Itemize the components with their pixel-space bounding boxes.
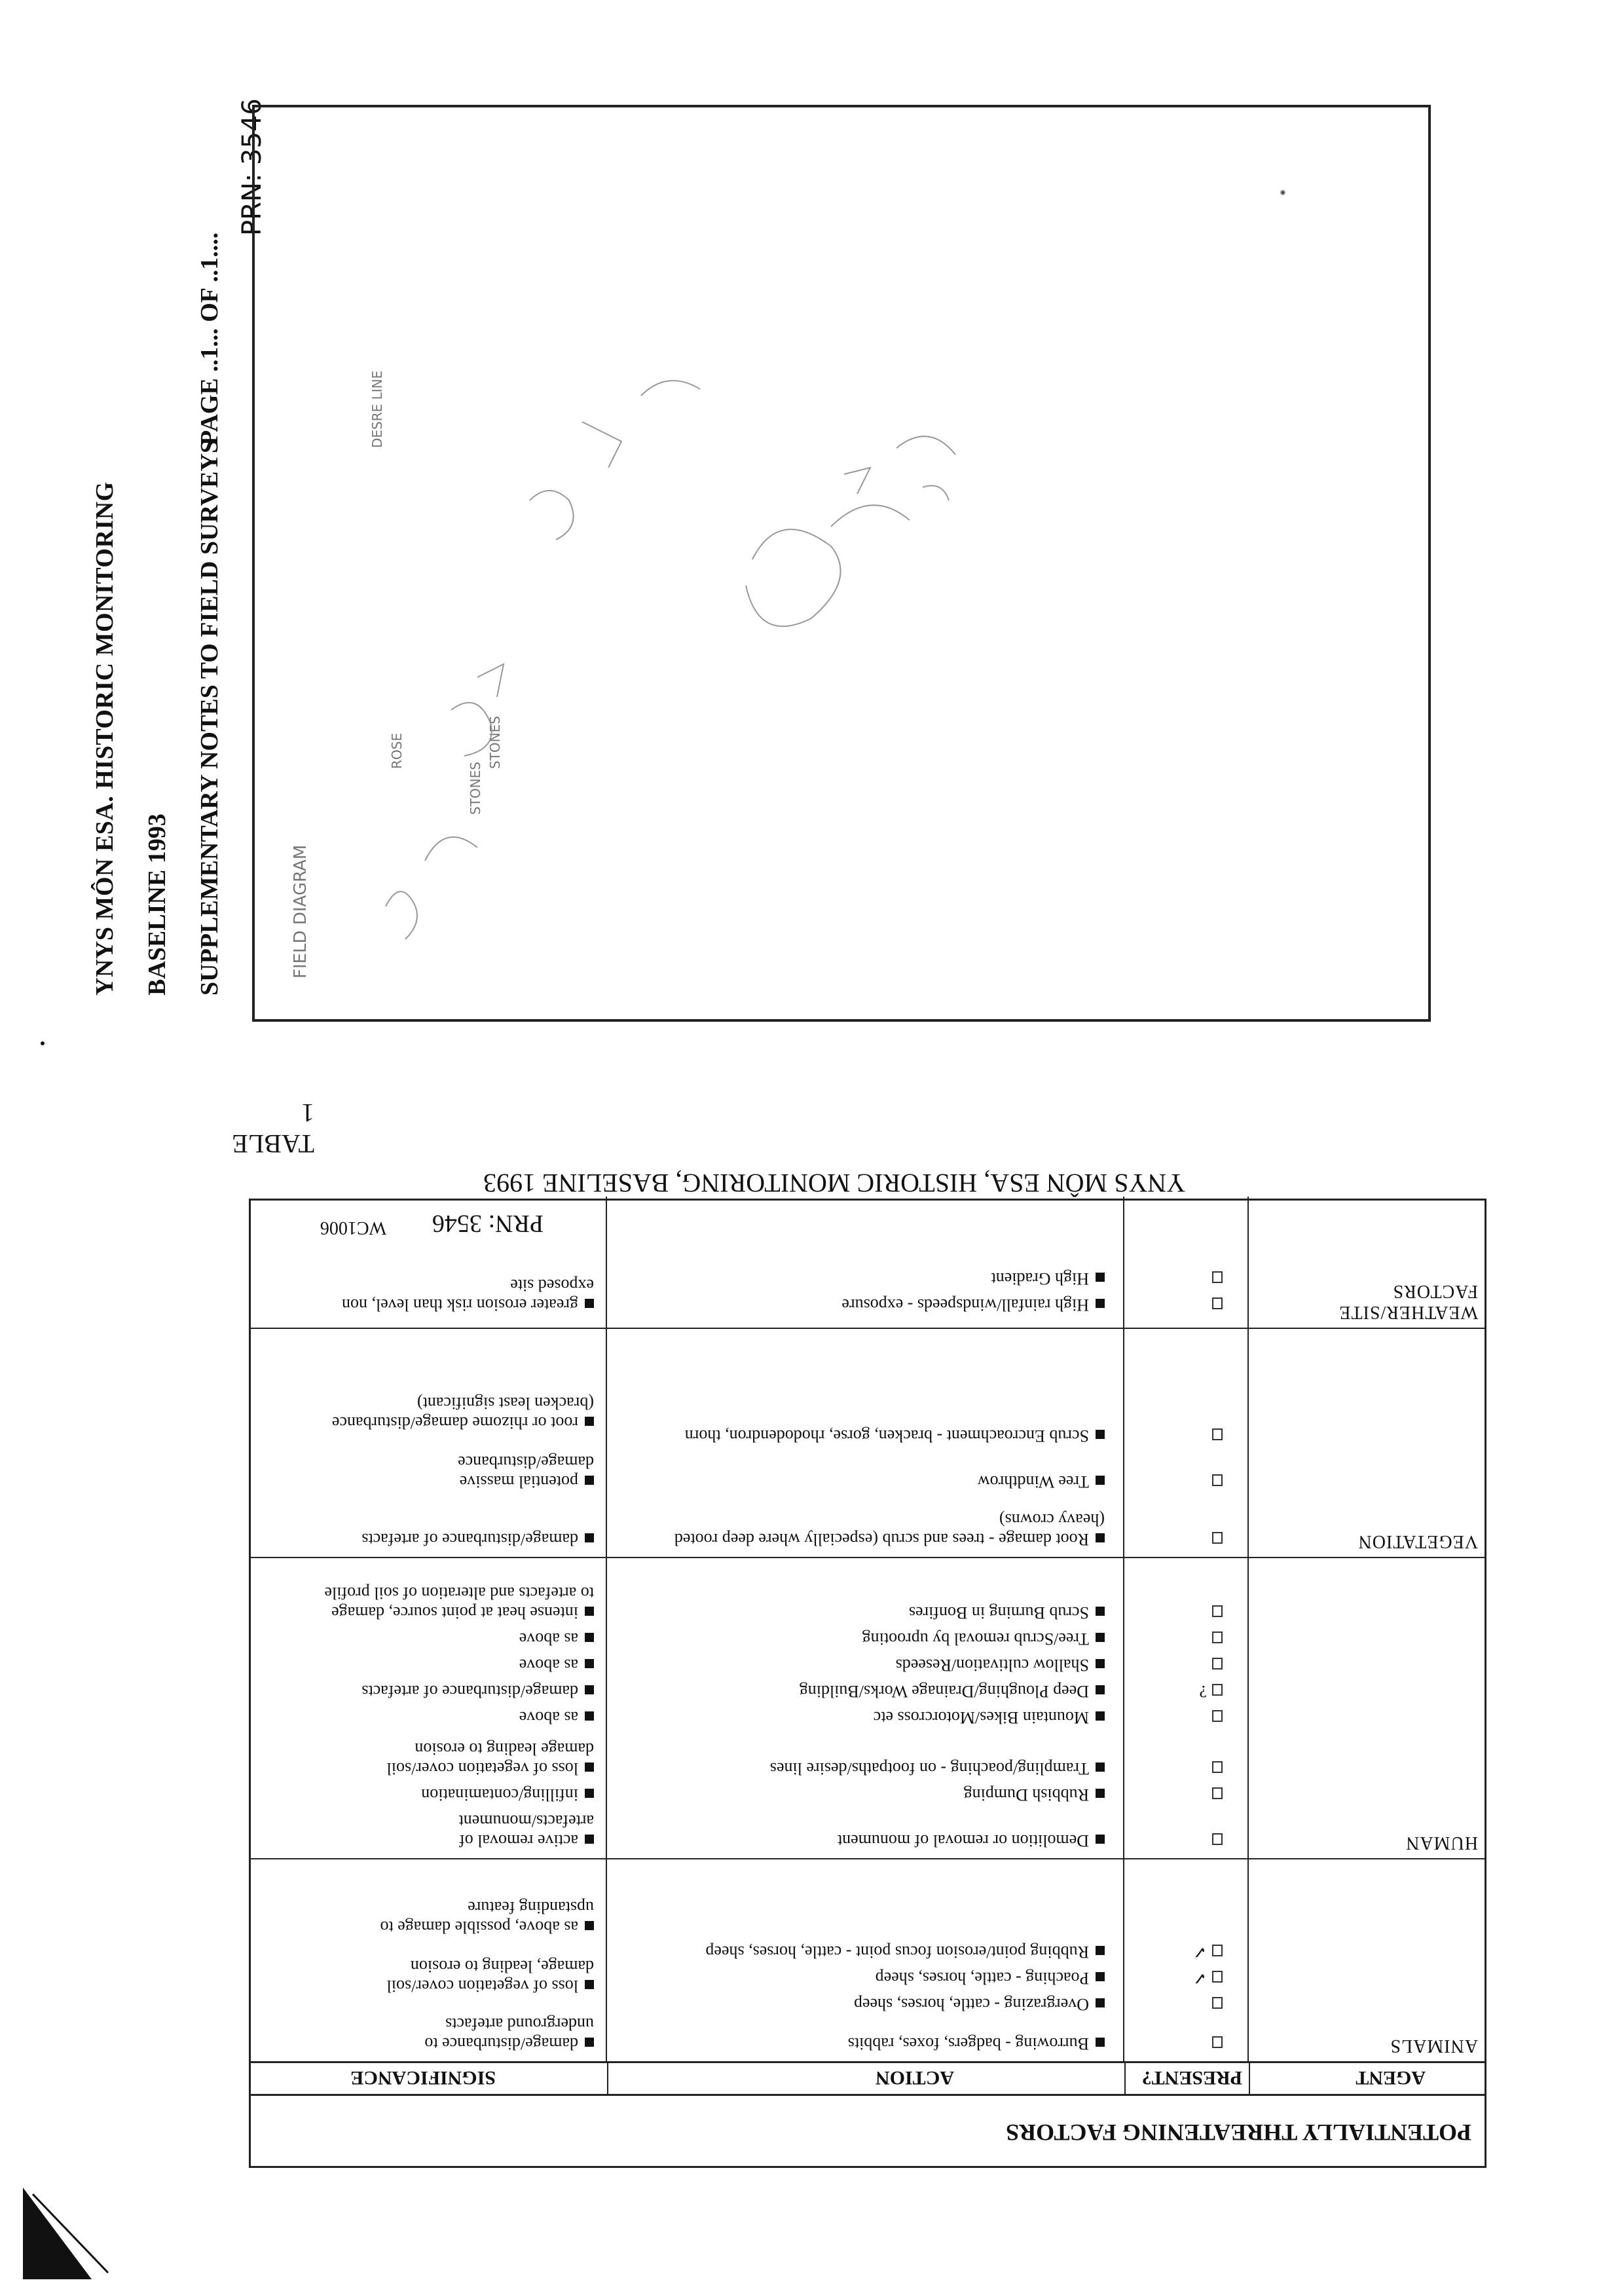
- significance-item: root or rhizome damage/disturbance (bracken least significant): [331, 1394, 594, 1432]
- col-header-action: ACTION: [607, 2063, 1124, 2094]
- group-vegetation: [251, 1328, 1485, 1557]
- staple-mark: [20, 2181, 111, 2286]
- threat-table-section: [216, 1098, 1478, 2220]
- sketch-label-field-diagram: FIELD DIAGRAM: [291, 844, 310, 979]
- checkbox[interactable]: [1207, 1655, 1223, 1675]
- speck: [41, 1041, 45, 1045]
- checkbox[interactable]: [1207, 1529, 1223, 1549]
- action-item: Mountain Bikes/Motorcross etc: [874, 1707, 1105, 1727]
- significance-item: as above, possible damage to upstanding feature: [380, 1898, 594, 1937]
- table-heading: YNYS MÔN ESA, HISTORIC MONITORING, BASELINE 1993: [483, 1168, 1185, 1198]
- group-animals: [251, 1858, 1485, 2061]
- supplementary-baseline: BASELINE 1993: [143, 813, 171, 996]
- footer-code: WC1006: [320, 1218, 386, 1238]
- action-item: Shallow cultivation/Reseeds: [896, 1655, 1105, 1675]
- checkbox[interactable]: [1207, 1707, 1223, 1727]
- checkbox[interactable]: [1207, 1785, 1223, 1804]
- agent-label: WEATHER/SITE FACTORS: [1338, 1281, 1478, 1322]
- action-item: Overgrazing - cattle, horses, sheep: [854, 1994, 1105, 2014]
- sketch-label-desire-line: DESRE LINE: [369, 370, 385, 448]
- significance-item: as above: [519, 1629, 594, 1649]
- group-human: [251, 1557, 1485, 1858]
- action-item: Poaching - cattle, horses, sheep: [876, 1968, 1105, 1988]
- checkbox[interactable]: ?: [1199, 1681, 1223, 1701]
- supplementary-title: YNYS MÔN ESA. HISTORIC MONITORING: [91, 481, 119, 996]
- action-item: Tree Windthrow: [978, 1472, 1105, 1491]
- checkbox[interactable]: [1207, 1603, 1223, 1622]
- action-item: Tree/Scrub removal by uprooting: [862, 1629, 1105, 1649]
- significance-item: greater erosion risk than level, non exposed site: [342, 1276, 594, 1315]
- significance-item: damage/disturbance of artefacts: [361, 1529, 594, 1549]
- checkbox[interactable]: [1207, 1426, 1223, 1446]
- action-item: Rubbing point/erosion focus point - cattle, horses, sheep: [646, 1942, 1105, 1962]
- significance-item: potential massive damage/disturbance: [458, 1453, 594, 1491]
- sketch-label-stones-2: STONES: [468, 762, 483, 815]
- significance-item: loss of vegetation cover/soil damage leading to erosion: [386, 1740, 594, 1778]
- significance-item: loss of vegetation cover/soil damage, leading to erosion: [386, 1957, 594, 1996]
- field-diagram-box: [252, 105, 1431, 1022]
- checkbox[interactable]: ✓: [1192, 1968, 1223, 1988]
- threat-table: [249, 1199, 1486, 2168]
- action-item: Scrub Encroachment - bracken, gorse, rhododendron, thorn: [633, 1426, 1105, 1446]
- table-label: TABLE 1: [232, 1098, 314, 1159]
- column-header-row: [251, 2061, 1485, 2094]
- checkbox[interactable]: [1207, 1759, 1223, 1778]
- sketch-label-rose: ROSE: [389, 733, 405, 769]
- significance-item: damage/disturbance to underground artefacts: [424, 2015, 594, 2053]
- table-prn: PRN: 3546: [432, 1210, 544, 1237]
- checkbox[interactable]: [1207, 2034, 1223, 2053]
- action-item: Deep Ploughing/Drainage Works/Building: [800, 1681, 1105, 1701]
- action-item: Scrub Burning in Bonfires: [909, 1603, 1105, 1622]
- col-header-agent: AGENT: [1249, 2063, 1485, 2094]
- supplementary-notes-heading: SUPPLEMENTARY NOTES TO FIELD SURVEYS: [196, 439, 223, 996]
- checkbox[interactable]: [1207, 1295, 1223, 1315]
- checkbox[interactable]: [1207, 1994, 1223, 2014]
- checkbox[interactable]: [1207, 1472, 1223, 1491]
- group-weather: [251, 1197, 1485, 1328]
- significance-item: infilling/contamination: [421, 1785, 594, 1804]
- action-item: Root damage - trees and scrub (especially where deep rooted (heavy crowns): [674, 1510, 1105, 1549]
- table-title-text: POTENTIALLY THREATENING FACTORS: [1006, 2119, 1471, 2146]
- col-header-significance: SIGNIFICANCE: [350, 2067, 496, 2089]
- action-item: High rainfall/windspeeds - exposure: [841, 1295, 1105, 1315]
- action-item: Trampling/poaching - on footpaths/desire lines: [770, 1759, 1105, 1778]
- sketch-label-stones-1: STONES: [487, 716, 503, 769]
- action-item: Burrowing - badgers, foxes, rabbits: [848, 2034, 1105, 2053]
- col-header-present: PRESENT?: [1124, 2063, 1249, 2094]
- significance-item: as above: [519, 1655, 594, 1675]
- checkbox[interactable]: [1207, 1269, 1223, 1288]
- checkbox[interactable]: ✓: [1192, 1942, 1223, 1962]
- prn-handwritten: PRN: 3546: [237, 98, 267, 236]
- action-item: Rubbish Dumping: [964, 1785, 1105, 1804]
- action-item: Demolition or removal of monument: [838, 1831, 1105, 1850]
- significance-item: intense heat at point source, damage to artefacts and alteration of soil profile: [324, 1584, 594, 1622]
- field-sketch-drawing: [255, 107, 1427, 1018]
- agent-label: HUMAN: [1405, 1833, 1478, 1853]
- agent-label: ANIMALS: [1390, 2036, 1478, 2056]
- table-title: [251, 2094, 1485, 2166]
- action-item: High Gradient: [991, 1269, 1105, 1288]
- significance-item: damage/disturbance of artefacts: [361, 1681, 594, 1701]
- significance-item: active removal of artefacts/monument: [458, 1812, 594, 1850]
- significance-item: as above: [519, 1707, 594, 1727]
- page-counter: PAGE ..1... OF ..1....: [196, 232, 223, 445]
- checkbox[interactable]: [1207, 1629, 1223, 1649]
- agent-label: VEGETATION: [1357, 1531, 1478, 1552]
- checkbox[interactable]: [1207, 1831, 1223, 1850]
